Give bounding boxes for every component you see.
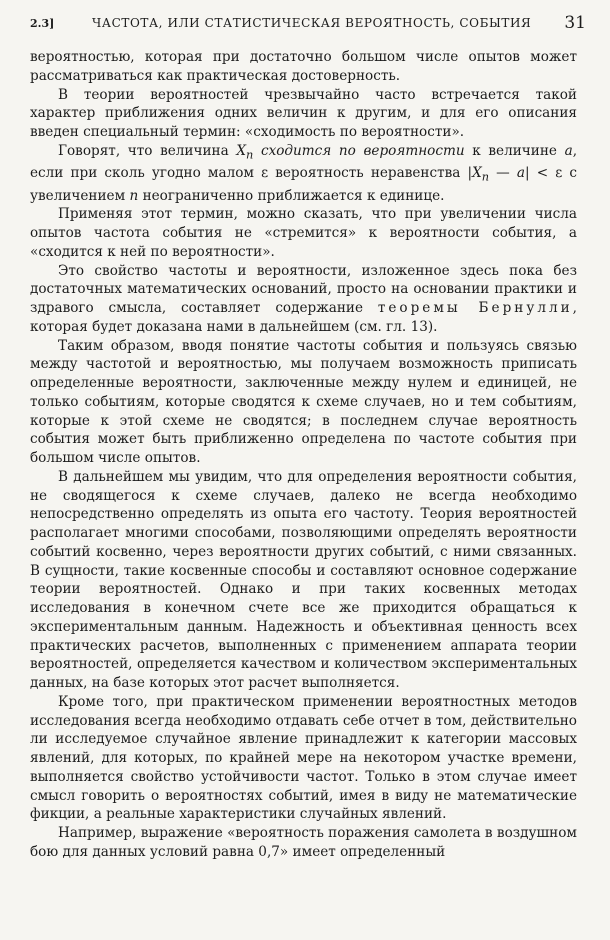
running-header — [30, 14, 586, 36]
paragraph-conclusion: Таким образом, вводя понятие частоты события и пользуясь связью между частотой и вероятностью, мы получаем возможность приписать определенные вероятности, заключенные между нулем и единицей, не только событиям, которые сводятся к схеме случаев, но и тем событиям, которые к этой схеме не сводятся; в последнем случае вероятность события может быть приближенно определена по частоте события при большом числе опытов. — [30, 337, 577, 467]
variable-x-inequality: $X_n$ — [472, 165, 490, 184]
paragraph-indirect-methods: В дальнейшем мы увидим, что для определения вероятности события, не сводящегося к схеме случаев, далеко не всегда необходимо непосредственно определять из опыта его частоту. Теория вероятностей располагает многими способами, позволяющими определять вероятности событий косвенно, через вероятности других событий, с ними связанных. В сущности, такие косвенные способы и составляют основное содержание теории вероятностей. Однако и при таких косвенных методах исследования в конечном счете все же приходится обращаться к экспериментальным данным. Надежность и объективная ценность всех практических расчетов, выполненных с применением аппарата теории вероятностей, определяется качеством и количеством экспериментальных данных, на базе которых этот расчет выполняется. — [30, 468, 577, 692]
paragraph-mass-phenomena: Кроме того, при практическом применении вероятностных методов исследования всегда необходимо отдавать себе отчет в том, действительно ли исследуемое случайное явление принадлежит к категории массовых явлений, для которых, по крайней мере на некотором участке времени, выполняется свойство устойчивости частот. Только в этом случае имеет смысл говорить о вероятностях событий, имея в виду не математические фикции, а реальные характеристики случайных явлений. — [30, 693, 577, 823]
paragraph-convergence-definition: Говорят, что величина $X_n$ сходится по вероятности к величине a, если при сколь угодно малом ε вероятность неравенства $|X_n$ — a| < ε с увеличением n неограниченно приближается к единице. — [30, 142, 578, 204]
section-number: 2.3] — [30, 17, 55, 30]
paragraph-frequency-converges: Применяя этот термин, можно сказать, что при увеличении числа опытов частота события не «стремится» к вероятности события, а «сходится к ней по вероятности». — [30, 206, 577, 260]
paragraph-convergence-intro: В теории вероятностей чрезвычайно часто встречается такой характер приближения одних величин к другим, и для его описания введен специальный термин: «сходимость по вероятности». — [30, 86, 577, 140]
term-convergence-in-probability: сходится по вероятности — [253, 142, 465, 159]
paragraph-bernoulli: Это свойство частоты и вероятности, изложенное здесь пока без достаточных математических оснований, просто на основании практики и здравого смысла, составляет содержание теоремы Бернулли, которая будет доказана нами в дальнейшем (см. гл. 13). — [30, 262, 577, 335]
variable-x: $X_n$ — [236, 142, 254, 162]
body-text — [30, 48, 577, 862]
running-title: ЧАСТОТА, ИЛИ СТАТИСТИЧЕСКАЯ ВЕРОЯТНОСТЬ, СОБЫТИЯ — [92, 16, 532, 30]
paragraph-continued: вероятностью, которая при достаточно большом числе опытов может рассматриваться как практическая достоверность. — [30, 49, 577, 84]
paragraph-example: Например, выражение «вероятность поражения самолета в воздушном бою для данных условий равна 0,7» имеет определенный — [30, 825, 577, 860]
page-number: 31 — [564, 13, 586, 33]
bernoulli-theorem-term: теоремы Бернулли — [377, 300, 573, 317]
